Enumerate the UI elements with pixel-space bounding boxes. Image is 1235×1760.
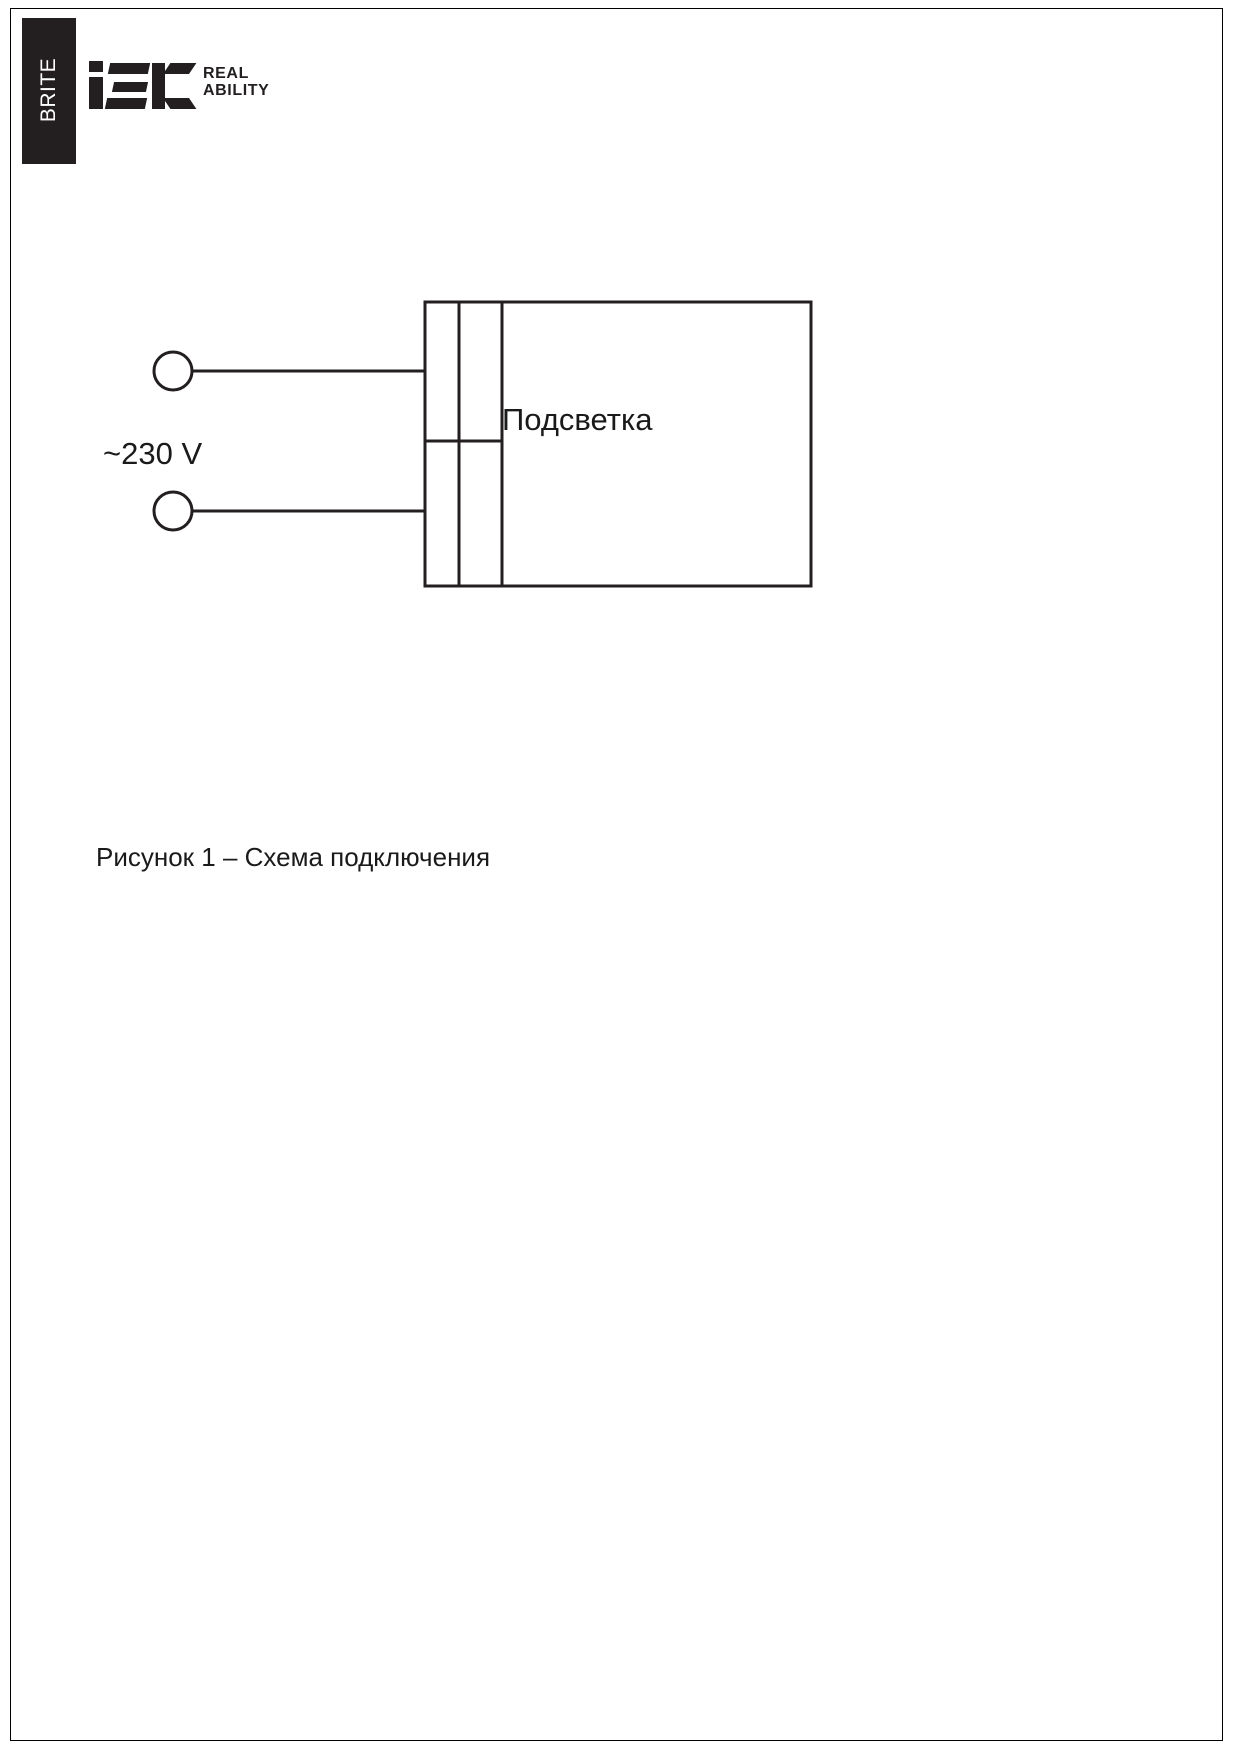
iek-logo — [89, 49, 269, 113]
terminal-bottom-icon — [154, 492, 192, 530]
device-outline — [425, 302, 811, 586]
voltage-label: ~230 V — [103, 436, 203, 471]
document-page — [10, 8, 1223, 1741]
device-label: Подсветка — [502, 402, 653, 437]
brand-tab-label: BRITE — [37, 57, 60, 123]
logo-tagline — [203, 63, 269, 100]
figure-caption: Рисунок 1 – Схема подключения — [96, 842, 491, 872]
logo-tagline-line1: REAL — [203, 64, 249, 82]
logo-tagline-line2: ABILITY — [203, 82, 270, 99]
terminal-top-icon — [154, 352, 192, 390]
iek-logo-mark-icon — [89, 53, 187, 109]
brand-tab — [22, 18, 76, 164]
wiring-diagram — [11, 9, 1235, 1760]
